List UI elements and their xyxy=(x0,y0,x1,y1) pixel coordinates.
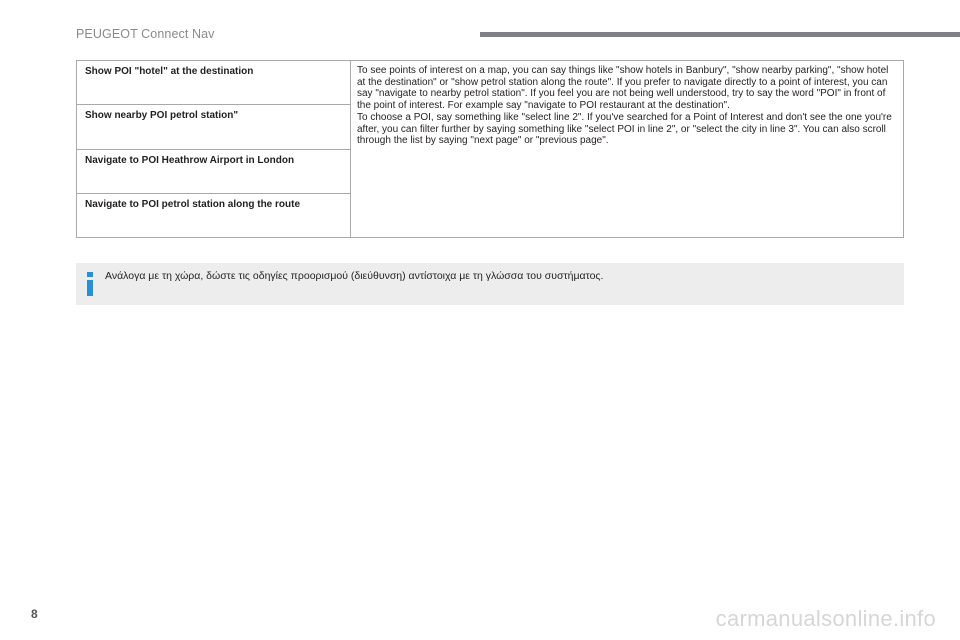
voice-command-table xyxy=(76,60,904,238)
info-icon xyxy=(86,272,94,296)
command-cell: Navigate to POI petrol station along the route xyxy=(85,198,301,210)
command-cell: Show POI "hotel" at the destination xyxy=(77,61,350,105)
command-cell: Show nearby POI petrol station" xyxy=(77,105,350,149)
watermark-text: carmanualsonline.info xyxy=(715,606,936,631)
description-column xyxy=(351,61,903,237)
info-note-box xyxy=(76,263,904,305)
header-bar xyxy=(480,32,960,37)
info-note-text: Ανάλογα με τη χώρα, δώστε τις οδηγίες προορισμού (διεύθυνση) αντίστοιχα με τη γλώσσα του συστήματος. xyxy=(105,270,604,282)
document-header-title: PEUGEOT Connect Nav xyxy=(76,27,215,41)
description-paragraph: To choose a POI, say something like "select line 2". If you've searched for a Point of Interest and don't see the one you're after, you can filter further by saying something like "select POI in line 2", or "select the city in line 3". You can also scroll through the list by saying "next page" or "previous page". xyxy=(357,111,892,147)
page-number: 8 xyxy=(31,607,38,621)
command-cell: Navigate to POI Heathrow Airport in London xyxy=(77,150,350,194)
description-paragraph: To see points of interest on a map, you can say things like "show hotels in Banbury", "show nearby parking", "show hotel at the destination" or "show petrol station along the route". If you prefer to navigate directly to a point of interest, you can say "navigate to nearby petrol station". If you feel you are not being well understood, try to say the word "POI" in front of the point of interest. For example say "navigate to POI restaurant at the destination". xyxy=(357,65,889,112)
command-column xyxy=(77,61,351,237)
